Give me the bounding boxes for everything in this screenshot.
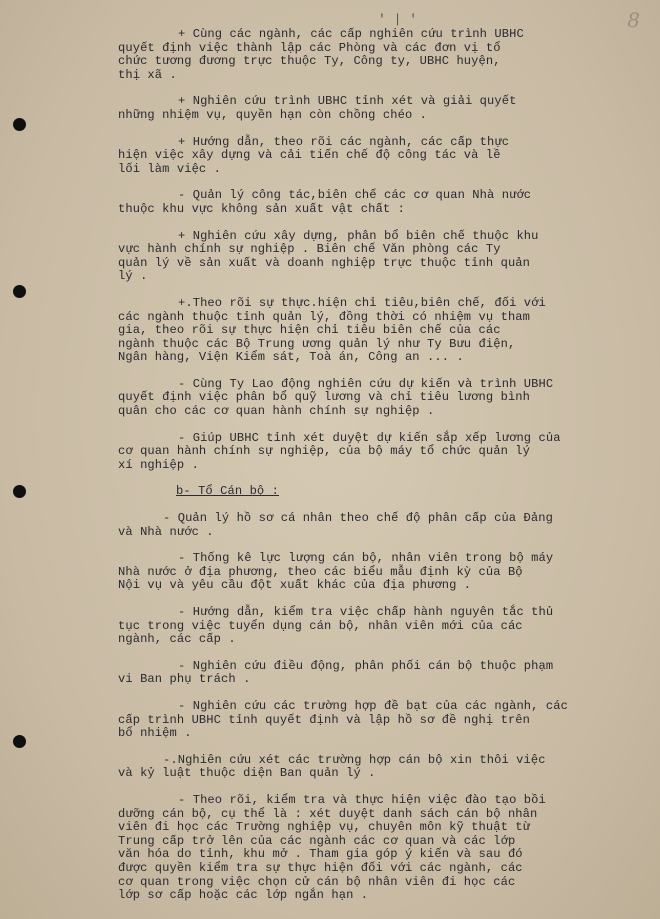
page-number: 8: [627, 8, 640, 32]
paragraph: - Thống kê lực lượng cán bộ, nhân viên trong bộ máy Nhà nước ở địa phương, theo các biểu mẫu định kỳ của Bộ Nội vụ và yêu cầu đột xuất khác của địa phương .: [118, 551, 554, 593]
section-b-list: [118, 512, 603, 903]
section-heading: b- Tổ Cán bộ :: [176, 484, 280, 499]
paragraph: + Cùng các ngành, các cấp nghiên cứu trình UBHC quyết định việc thành lập các Phòng và các đơn vị tổ chức tương đương trực thuộc Ty, Công ty, UBHC huyện, thị xã .: [118, 27, 524, 82]
paragraph: -.Nghiên cứu xét các trường hợp cán bộ xin thôi việc và kỷ luật thuộc diện Ban quản lý .: [118, 752, 546, 781]
paragraph: - Quản lý công tác,biên chế các cơ quan Nhà nước thuộc khu vực không sản xuất vật chất :: [118, 188, 532, 216]
paragraph: + Nghiên cứu xây dựng, phân bổ biên chế thuộc khu vực hành chính sự nghiệp . Biên chế Văn phòng các Ty quản lý về sản xuất và doanh nghiệp trực thuộc tỉnh quản lý .: [118, 228, 539, 284]
punch-hole: [13, 285, 26, 298]
paragraph: - Nghiên cứu các trường hợp đề bạt của các ngành, các cấp trình UBHC tỉnh quyết định và lập hồ sơ đề nghị trên bổ nhiệm .: [118, 698, 568, 741]
punch-hole: [13, 735, 26, 748]
paragraph: - Hướng dẫn, kiểm tra việc chấp hành nguyên tắc thủ tục trong việc tuyển dụng cán bộ, nhân viên mới của các ngành, các cấp .: [118, 605, 554, 647]
punch-hole: [13, 118, 26, 131]
paragraph: - Theo rõi, kiểm tra và thực hiện việc đào tạo bồi dưỡng cán bộ, cụ thể là : xét duyệt danh sách cán bộ nhân viên đi học các Trường nghiệp vụ, chuyên môn kỹ thuật từ Trung cấp trở lên của các ngành các cơ quan và các lớp văn hóa do tỉnh, khu mở . Tham gia góp ý kiến và sau đó được quyền kiểm tra sự thực hiện đối với các ngành, các cơ quan trong việc chọn cử cán bộ nhân viên đi học các lớp sơ cấp hoặc các lớp ngắn hạn .: [118, 792, 546, 903]
paragraph: - Quản lý hồ sơ cá nhân theo chế độ phân cấp của Đảng và Nhà nước .: [118, 511, 553, 539]
paragraph: + Nghiên cứu trình UBHC tỉnh xét và giải quyết những nhiệm vụ, quyền hạn còn chồng chéo .: [118, 94, 517, 122]
punch-hole: [13, 485, 26, 498]
paragraph: +.Theo rõi sự thực.hiện chỉ tiêu,biên chế, đối với các ngành thuộc tỉnh quản lý, đồng thời có nhiệm vụ tham gia, theo rõi sự thực hiện chỉ tiêu biên chế của các ngành thuộc các Bộ Trung ương quản lý như Ty Bưu điện, Ngân hàng, Viện Kiểm sát, Toà án, Công an ... .: [118, 295, 546, 365]
top-mark: ' | ': [378, 12, 418, 27]
paragraph: - Cùng Ty Lao động nghiên cứu dự kiến và trình UBHC quyết định việc phân bổ quỹ lương và chỉ tiêu lương bình quân cho các cơ quan hành chính sự nghiệp .: [118, 376, 554, 419]
paragraph: + Hướng dẫn, theo rõi các ngành, các cấp thực hiện việc xây dựng và cải tiến chế độ công tác và lề lối làm việc .: [118, 134, 510, 176]
paragraph: - Giúp UBHC tỉnh xét duyệt dự kiến sắp xếp lương của cơ quan hành chính sự nghiệp, của bộ máy tổ chức quản lý xí nghiệp .: [118, 430, 561, 472]
document-body: [118, 28, 603, 916]
paragraph: - Nghiên cứu điều động, phân phối cán bộ thuộc phạm vi Ban phụ trách .: [118, 658, 554, 687]
section-a-list: [118, 28, 603, 472]
